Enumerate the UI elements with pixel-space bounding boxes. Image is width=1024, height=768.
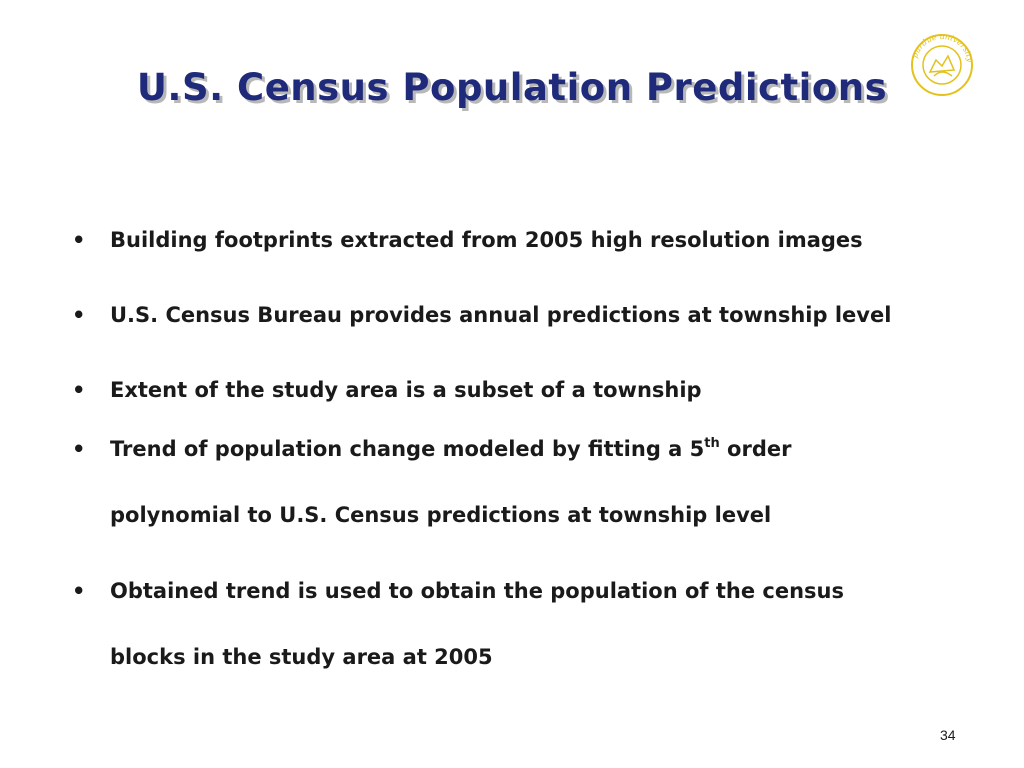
svg-text:purdue university: [910, 32, 975, 63]
bullet-text: [110, 437, 791, 461]
bullet-item: [72, 206, 1002, 274]
bullet-text: Building footprints extracted from 2005 high resolution images: [110, 228, 863, 252]
bullet-text-continuation: blocks in the study area at 2005: [110, 645, 493, 669]
bullet-dot: •: [72, 228, 86, 252]
bullet-dot: •: [72, 437, 86, 461]
bullet-text: Extent of the study area is a subset of a township: [110, 378, 702, 402]
bullet-text-part: order: [719, 437, 792, 461]
purdue-seal-logo: [906, 32, 978, 98]
bullet-dot: •: [72, 378, 86, 402]
bullet-item: [72, 573, 1002, 675]
page-number: 34: [940, 727, 956, 743]
ordinal-suffix: th: [704, 436, 720, 451]
bullet-list: [72, 206, 1002, 715]
bullet-text-part: Trend of population change modeled by fitting a 5: [110, 437, 705, 461]
slide-title: U.S. Census Population Predictions: [136, 66, 888, 109]
bullet-text-continuation: polynomial to U.S. Census predictions at township level: [110, 503, 772, 527]
bullet-item: [72, 431, 1002, 533]
bullet-text: Obtained trend is used to obtain the population of the census: [110, 579, 844, 603]
bullet-text: U.S. Census Bureau provides annual predictions at township level: [110, 303, 892, 327]
bullet-dot: •: [72, 303, 86, 327]
logo-text: purdue university: [910, 32, 975, 63]
bullet-item: [72, 356, 1002, 424]
bullet-dot: •: [72, 579, 86, 603]
bullet-item: [72, 281, 1002, 349]
